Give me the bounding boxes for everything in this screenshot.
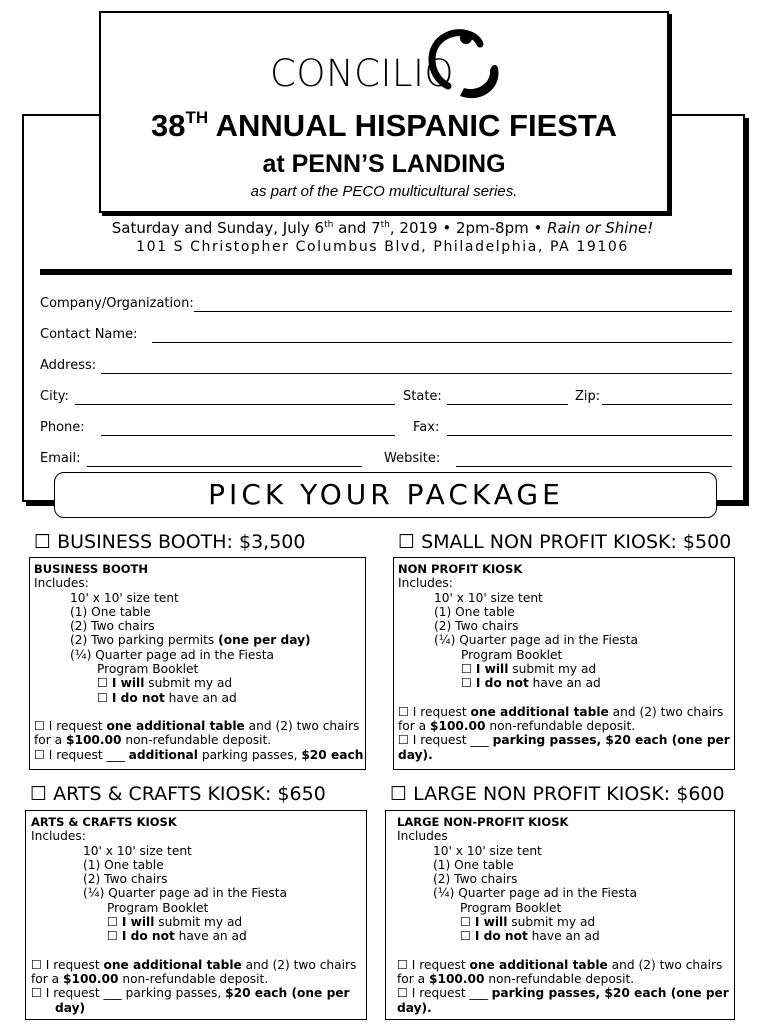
divider [40,269,732,275]
email-field[interactable] [87,466,362,467]
event-dates: Saturday and Sunday, July 6th and 7th, 2019 • 2pm-8pm • Rain or Shine! [111,219,654,237]
city-field[interactable] [75,404,395,405]
small-nonprofit-details: NON PROFIT KIOSK Includes: 10' x 10' size tent (1) One table (2) Two chairs (¼) Quarter page ad in the Fiesta Program Booklet ☐ I will submit my ad ☐ I do not have an ad ☐ I request one additional table and (2) two chairs for a $100.00 non-refundable deposit. ☐ I request ___ parking passes, $20 each (one per day). [398,562,730,762]
state-field[interactable] [447,404,568,405]
parking-passes-option[interactable]: ☐ I request ___ parking passes, $20 each (one per [31,986,350,1001]
contact-label: Contact Name: [40,327,138,342]
company-label: Company/Organization: [40,296,194,311]
zip-field[interactable] [602,404,732,405]
address-field[interactable] [101,373,732,374]
no-ad-option[interactable]: ☐ I do not have an ad [107,929,247,944]
parking-passes-option[interactable]: ☐ I request ___ parking passes, $20 each (one per [397,986,729,1001]
logo-text: CONCILIO [270,52,455,95]
will-submit-option[interactable]: ☐ I will submit my ad [460,915,596,930]
website-label: Website: [384,451,441,466]
small-nonprofit-checkbox[interactable]: ☐ SMALL NON PROFIT KIOSK: $500 [398,531,732,553]
fax-field[interactable] [447,435,732,436]
fax-label: Fax: [413,420,440,435]
event-address: 101 S Christopher Columbus Blvd, Philadelphia, PA 19106 [136,239,629,255]
will-submit-option[interactable]: ☐ I will submit my ad [97,676,233,691]
additional-table-option[interactable]: ☐ I request one additional table and (2) two chairs [34,718,360,733]
additional-table-option[interactable]: ☐ I request one additional table and (2) two chairs [398,704,724,719]
large-nonprofit-details: LARGE NON-PROFIT KIOSK Includes 10' x 10' size tent (1) One table (2) Two chairs (¼) Quarter page ad in the Fiesta Program Booklet ☐ I will submit my ad ☐ I do not have an ad ☐ I request one additional table and (2) two chairs for a $100.00 non-refundable deposit. ☐ I request ___ parking passes, $20 each (one per day). [397,815,729,1015]
no-ad-option[interactable]: ☐ I do not have an ad [461,676,601,691]
website-field[interactable] [456,466,732,467]
company-field[interactable] [194,311,732,312]
additional-table-option[interactable]: ☐ I request one additional table and (2) two chairs [397,957,723,972]
arts-crafts-details: ARTS & CRAFTS KIOSK Includes: 10' x 10' size tent (1) One table (2) Two chairs (¼) Quarter page ad in the Fiesta Program Booklet ☐ I will submit my ad ☐ I do not have an ad ☐ I request one additional table and (2) two chairs for a $100.00 non-refundable deposit. ☐ I request ___ parking passes, $20 each (one per day) [31,815,357,1015]
will-submit-option[interactable]: ☐ I will submit my ad [461,662,597,677]
no-ad-option[interactable]: ☐ I do not have an ad [460,929,600,944]
contact-field[interactable] [152,342,732,343]
additional-table-option[interactable]: ☐ I request one additional table and (2) two chairs [31,957,357,972]
business-booth-checkbox[interactable]: ☐ BUSINESS BOOTH: $3,500 [34,531,306,553]
phone-label: Phone: [40,420,85,435]
event-subtitle: at PENN’S LANDING [262,150,506,178]
event-series: as part of the PECO multicultural series. [250,183,518,200]
large-nonprofit-checkbox[interactable]: ☐ LARGE NON PROFIT KIOSK: $600 [390,783,725,805]
parking-passes-option[interactable]: ☐ I request ___ parking passes, $20 each (one per [398,733,730,748]
no-ad-option[interactable]: ☐ I do not have an ad [97,690,237,705]
pick-package-title: PICK YOUR PACKAGE [208,478,564,511]
state-label: State: [403,389,442,404]
business-booth-details: BUSINESS BOOTH Includes: 10' x 10' size tent (1) One table (2) Two chairs (2) Two parking permits (one per day) (¼) Quarter page ad in the Fiesta Program Booklet ☐ I will submit my ad ☐ I do not have an ad ☐ I request one additional table and (2) two chairs for a $100.00 non-refundable deposit. ☐ I request ___ additional parking passes, $20 each. [34,562,368,762]
address-label: Address: [40,358,97,373]
concilio-logo-icon [420,26,510,106]
city-label: City: [40,389,69,404]
parking-passes-option[interactable]: ☐ I request ___ additional parking passes, $20 each. [34,747,368,762]
zip-label: Zip: [575,389,601,404]
arts-crafts-checkbox[interactable]: ☐ ARTS & CRAFTS KIOSK: $650 [30,783,326,805]
email-label: Email: [40,451,81,466]
event-title: 38TH ANNUAL HISPANIC FIESTA [151,108,617,143]
will-submit-option[interactable]: ☐ I will submit my ad [107,915,243,930]
phone-field[interactable] [101,435,395,436]
